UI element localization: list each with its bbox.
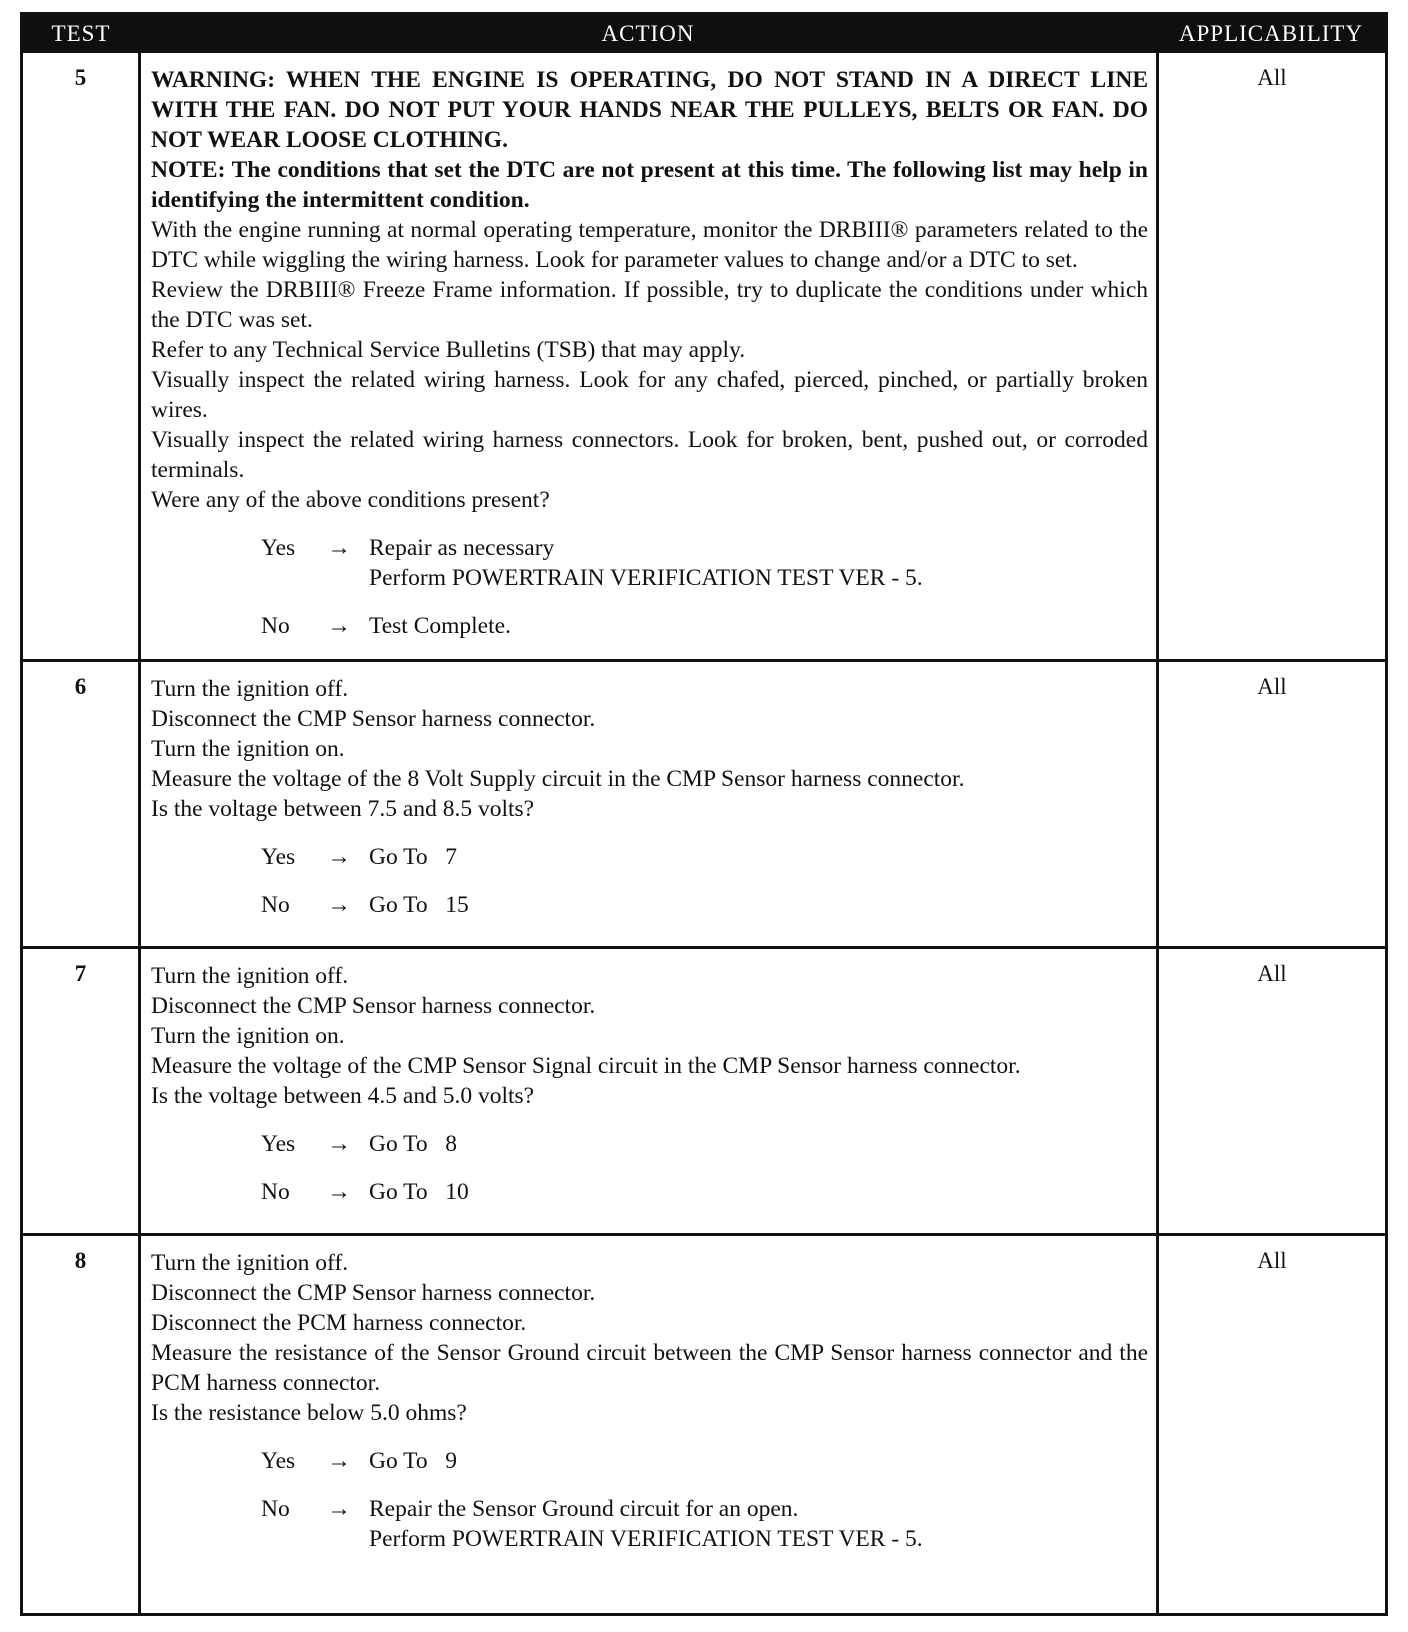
answer-yes bbox=[261, 1129, 1148, 1159]
result-line: Go To 7 bbox=[369, 844, 458, 870]
table-header bbox=[23, 15, 1385, 53]
instruction-line: Disconnect the CMP Sensor harness connector. bbox=[151, 1280, 596, 1306]
diagnostic-table bbox=[20, 12, 1388, 1616]
answer-result bbox=[369, 533, 1148, 593]
instruction-line: Is the voltage between 4.5 and 5.0 volts? bbox=[151, 1083, 535, 1109]
answer-no bbox=[261, 1177, 1148, 1207]
header-applicability: APPLICABILITY bbox=[1178, 21, 1364, 46]
arrow-icon: → bbox=[327, 613, 351, 639]
instruction-line: With the engine running at normal operating temperature, monitor the DRBIII® parameters related to the DTC while wiggling the wiring harness. Look for parameter values to change and/or a DTC to set. bbox=[151, 217, 1148, 273]
test-number: 6 bbox=[23, 662, 141, 949]
answer-list bbox=[151, 1446, 1148, 1554]
instruction-line: Were any of the above conditions present? bbox=[151, 487, 550, 513]
warning-note-text: WARNING: WHEN THE ENGINE IS OPERATING, DO NOT STAND IN A DIRECT LINE WITH THE FAN. DO NOT PUT YOUR HANDS NEAR THE PULLEYS, BELTS OR FAN. DO NOT WEAR LOOSE CLOTHING. bbox=[151, 67, 1148, 153]
result-line: Go To 8 bbox=[369, 1131, 458, 1157]
answer-result bbox=[369, 1129, 1148, 1159]
test-number: 8 bbox=[23, 1236, 141, 1616]
action-cell bbox=[141, 1236, 1159, 1616]
answer-result bbox=[369, 890, 1148, 920]
answer-no bbox=[261, 890, 1148, 920]
arrow-icon: → bbox=[327, 1131, 351, 1157]
instruction-line: Is the resistance below 5.0 ohms? bbox=[151, 1400, 467, 1426]
warning-note-text: NOTE: The conditions that set the DTC are not present at this time. The following list may help in identifying the intermittent condition. bbox=[151, 157, 1148, 213]
action-cell bbox=[141, 949, 1159, 1236]
arrow-icon: → bbox=[327, 844, 351, 870]
answer-result bbox=[369, 1177, 1148, 1207]
answer-label: No bbox=[261, 1496, 290, 1522]
instruction-line: Turn the ignition on. bbox=[151, 736, 345, 762]
instruction-line: Measure the resistance of the Sensor Ground circuit between the CMP Sensor harness connector and the PCM harness connector. bbox=[151, 1340, 1148, 1396]
result-line: Repair as necessary bbox=[369, 535, 555, 561]
result-line: Go To 15 bbox=[369, 892, 469, 918]
arrow-icon: → bbox=[327, 1496, 351, 1522]
result-line: Test Complete. bbox=[369, 613, 511, 639]
instruction-line: Disconnect the PCM harness connector. bbox=[151, 1310, 527, 1336]
answer-no bbox=[261, 1494, 1148, 1554]
answer-result bbox=[369, 611, 1148, 641]
instruction-line: Visually inspect the related wiring harness. Look for any chafed, pierced, pinched, or partially broken wires. bbox=[151, 367, 1148, 423]
arrow-icon: → bbox=[327, 1179, 351, 1205]
header-action: ACTION bbox=[601, 21, 695, 46]
arrow-icon: → bbox=[327, 1448, 351, 1474]
instruction-line: Turn the ignition on. bbox=[151, 1023, 345, 1049]
instruction-line: Disconnect the CMP Sensor harness connector. bbox=[151, 706, 596, 732]
test-number: 7 bbox=[23, 949, 141, 1236]
applicability-value: All bbox=[1257, 674, 1287, 699]
answer-yes bbox=[261, 533, 1148, 593]
table-row bbox=[23, 1233, 1385, 1616]
arrow-icon: → bbox=[327, 892, 351, 918]
instruction-line: Refer to any Technical Service Bulletins (TSB) that may apply. bbox=[151, 337, 746, 363]
answer-list bbox=[151, 533, 1148, 641]
answer-label: Yes bbox=[261, 1131, 296, 1157]
applicability-value: All bbox=[1257, 65, 1287, 90]
instruction-line: Is the voltage between 7.5 and 8.5 volts? bbox=[151, 796, 535, 822]
action-cell bbox=[141, 662, 1159, 949]
table-row bbox=[23, 946, 1385, 1236]
answer-label: No bbox=[261, 892, 290, 918]
result-line: Go To 10 bbox=[369, 1179, 469, 1205]
answer-label: Yes bbox=[261, 535, 296, 561]
instruction-line: Turn the ignition off. bbox=[151, 963, 349, 989]
instruction-line: Visually inspect the related wiring harness connectors. Look for broken, bent, pushed out, or corroded terminals. bbox=[151, 427, 1148, 483]
result-line: Repair the Sensor Ground circuit for an open. bbox=[369, 1496, 799, 1522]
header-test: TEST bbox=[51, 21, 111, 46]
answer-result bbox=[369, 1494, 1148, 1554]
arrow-icon: → bbox=[327, 535, 351, 561]
instruction-line: Turn the ignition off. bbox=[151, 676, 349, 702]
instruction-line: Disconnect the CMP Sensor harness connector. bbox=[151, 993, 596, 1019]
instruction-line: Measure the voltage of the CMP Sensor Signal circuit in the CMP Sensor harness connector. bbox=[151, 1053, 1021, 1079]
applicability-value: All bbox=[1257, 961, 1287, 986]
action-cell bbox=[141, 53, 1159, 662]
answer-no bbox=[261, 611, 1148, 641]
result-line: Go To 9 bbox=[369, 1448, 458, 1474]
answer-label: No bbox=[261, 1179, 290, 1205]
answer-label: Yes bbox=[261, 1448, 296, 1474]
answer-list bbox=[151, 842, 1148, 920]
instruction-line: Review the DRBIII® Freeze Frame information. If possible, try to duplicate the conditions under which the DTC was set. bbox=[151, 277, 1148, 333]
answer-result bbox=[369, 1446, 1148, 1476]
answer-result bbox=[369, 842, 1148, 872]
instruction-line: Turn the ignition off. bbox=[151, 1250, 349, 1276]
answer-list bbox=[151, 1129, 1148, 1207]
answer-yes bbox=[261, 1446, 1148, 1476]
answer-label: No bbox=[261, 613, 290, 639]
result-line: Perform POWERTRAIN VERIFICATION TEST VER - 5. bbox=[369, 565, 923, 591]
applicability-value: All bbox=[1257, 1248, 1287, 1273]
instruction-line: Measure the voltage of the 8 Volt Supply circuit in the CMP Sensor harness connector. bbox=[151, 766, 965, 792]
table-row bbox=[23, 50, 1385, 662]
answer-label: Yes bbox=[261, 844, 296, 870]
table-row bbox=[23, 659, 1385, 949]
answer-yes bbox=[261, 842, 1148, 872]
result-line: Perform POWERTRAIN VERIFICATION TEST VER - 5. bbox=[369, 1526, 923, 1552]
test-number: 5 bbox=[23, 53, 141, 662]
